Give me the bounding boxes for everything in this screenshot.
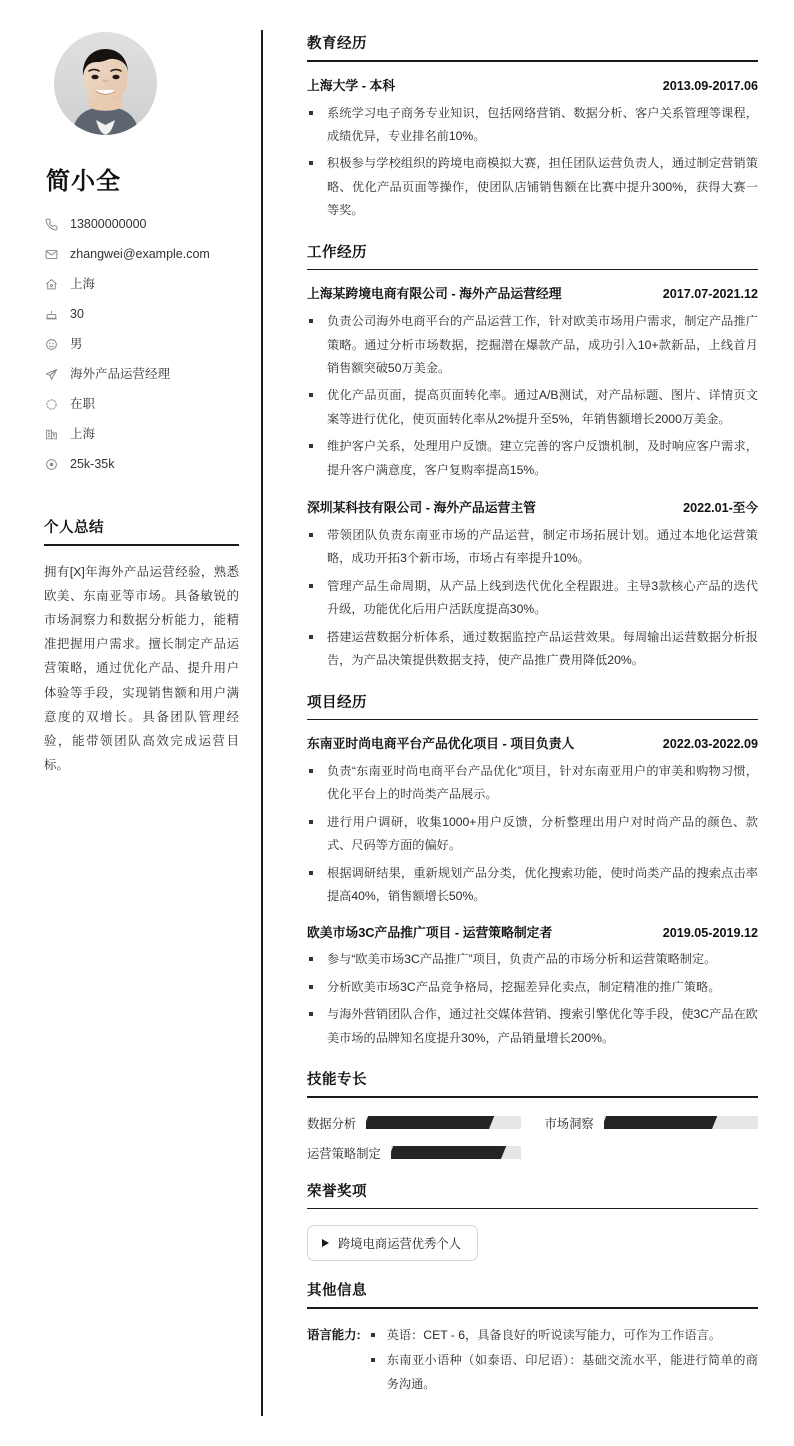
bullet-item: 东南亚小语种（如泰语、印尼语）：基础交流水平，能进行简单的商务沟通。	[369, 1349, 758, 1396]
entry-date: 2017.07-2021.12	[662, 287, 758, 302]
contact-list	[44, 212, 239, 476]
column-divider	[261, 30, 263, 1416]
contact-value-position: 海外产品运营经理	[70, 366, 171, 381]
entry-date: 2013.09-2017.06	[662, 78, 758, 93]
skill-item	[545, 1114, 759, 1132]
envelope-icon	[44, 247, 59, 262]
entry-head	[307, 285, 758, 303]
skill-bar-fill	[604, 1116, 717, 1129]
section-other-info	[307, 1279, 758, 1398]
bullet-item: 管理产品生命周期，从产品上线到迭代优化全程跟进。主导3款核心产品的迭代升级，功能优化后用户活跃度提高30%。	[307, 575, 758, 622]
person-name: 简小全	[46, 168, 121, 195]
contact-item-hometown	[44, 272, 239, 296]
entry-head	[307, 77, 758, 95]
status-icon	[44, 397, 59, 412]
entry-title: 东南亚时尚电商平台产品优化项目 - 项目负责人	[307, 736, 575, 752]
section-title-work: 工作经历	[307, 244, 367, 261]
section-title-education: 教育经历	[307, 36, 367, 52]
bullet-item: 带领团队负责东南亚市场的产品运营，制定市场拓展计划。通过本地化运营策略，成功开拓3个新市场，市场占有率提升10%。	[307, 524, 758, 571]
phone-icon	[44, 217, 59, 232]
entry-head	[307, 924, 758, 942]
gender-icon	[44, 337, 59, 352]
bullet-item: 系统学习电子商务专业知识，包括网络营销、数据分析、客户关系管理等课程，成绩优异，专业排名前10%。	[307, 102, 758, 149]
bullet-item: 分析欧美市场3C产品竞争格局，挖掘差异化卖点，制定精准的推广策略。	[307, 976, 758, 999]
contact-value-work-city: 上海	[70, 426, 96, 441]
honor-label: 跨境电商运营优秀个人	[338, 1237, 461, 1252]
entry-date: 2022.03-2022.09	[662, 737, 758, 752]
building-icon	[44, 427, 59, 442]
cake-icon	[44, 307, 59, 322]
play-triangle-icon	[322, 1239, 329, 1247]
home-icon	[44, 277, 59, 292]
section-rule-honors	[307, 1208, 758, 1210]
sidebar	[0, 0, 261, 807]
bullet-item: 优化产品页面，提高页面转化率。通过A/B测试，对产品标题、图片、详情页文案等进行优化，使页面转化率从2%提升至5%，年销售额增长2000万美金。	[307, 384, 758, 431]
skill-label: 市场洞察	[544, 1116, 594, 1131]
skill-item	[307, 1114, 521, 1132]
project-entry	[307, 924, 758, 1051]
entry-bullets	[307, 524, 758, 673]
skill-bar-track	[366, 1116, 520, 1129]
project-entry	[307, 735, 758, 908]
skill-bar-fill	[366, 1116, 495, 1129]
main-content	[261, 0, 794, 1446]
section-rule-skills	[307, 1096, 758, 1098]
section-title-projects: 项目经历	[307, 694, 367, 711]
summary-section	[44, 516, 239, 777]
education-entry	[307, 77, 758, 223]
summary-section-rule	[44, 544, 239, 546]
bullet-item: 搭建运营数据分析体系，通过数据监控产品运营效果。每周输出运营数据分析报告，为产品决策提供数据支持，使产品推广费用降低20%。	[307, 626, 758, 673]
bullet-item: 负责公司海外电商平台的产品运营工作，针对欧美市场用户需求，制定产品推广策略。通过分析市场数据，挖掘潜在爆款产品，成功引入10+款新品，上线首月销售额突破50万美金。	[307, 310, 758, 380]
bullet-item: 英语：CET - 6，具备良好的听说读写能力，可作为工作语言。	[369, 1324, 758, 1347]
entry-title: 深圳某科技有限公司 - 海外产品运营主管	[307, 500, 536, 516]
contact-item-gender	[44, 332, 239, 356]
contact-value-age: 30	[70, 306, 84, 321]
section-honors	[307, 1180, 758, 1262]
contact-item-salary	[44, 452, 239, 476]
entry-date: 2022.01-至今	[683, 501, 758, 516]
contact-item-phone	[44, 212, 239, 236]
section-title-skills: 技能专长	[307, 1072, 367, 1089]
salary-icon	[44, 457, 59, 472]
contact-value-hometown: 上海	[70, 276, 96, 291]
honor-chip[interactable]	[307, 1225, 478, 1261]
entry-head	[307, 497, 758, 517]
bullet-item: 与海外营销团队合作，通过社交媒体营销、搜索引擎优化等手段，使3C产品在欧美市场的品牌知名度提升30%，产品销量增长200%。	[307, 1003, 758, 1050]
contact-item-position	[44, 362, 239, 386]
section-title-honors: 荣誉奖项	[307, 1183, 367, 1200]
other-info-values	[369, 1324, 758, 1398]
section-projects	[307, 691, 758, 1051]
bullet-item: 参与“欧美市场3C产品推广”项目，负责产品的市场分析和运营策略制定。	[307, 948, 758, 971]
bullet-item: 积极参与学校组织的跨境电商模拟大赛，担任团队运营负责人，通过制定营销策略、优化产品页面等操作，使团队店铺销售额在比赛中提升300%，获得大赛一等奖。	[307, 152, 758, 222]
skill-item	[307, 1144, 521, 1162]
contact-item-work-city	[44, 422, 239, 446]
entry-head	[307, 735, 758, 753]
paper-plane-icon	[44, 367, 59, 382]
bullet-item: 进行用户调研，收集1000+用户反馈，分析整理出用户对时尚产品的颜色、款式、尺码等方面的偏好。	[307, 811, 758, 858]
section-rule-education	[307, 60, 758, 62]
contact-value-email: zhangwei@example.com	[70, 246, 210, 261]
skill-bar-track	[391, 1146, 521, 1159]
section-rule-projects	[307, 719, 758, 721]
entry-bullets	[307, 760, 758, 909]
contact-item-job-status	[44, 392, 239, 416]
contact-value-phone: 13800000000	[70, 216, 147, 231]
contact-value-gender: 男	[70, 336, 83, 351]
work-entry	[307, 285, 758, 482]
bullet-item: 根据调研结果，重新规划产品分类，优化搜索功能，使时尚类产品的搜索点击率提高40%，销售额增长50%。	[307, 862, 758, 909]
section-title-other-info: 其他信息	[307, 1283, 367, 1300]
section-rule-work	[307, 269, 758, 271]
section-rule-other-info	[307, 1307, 758, 1309]
entry-bullets	[307, 310, 758, 482]
other-info-row	[307, 1324, 758, 1398]
bullet-item: 维护客户关系，处理用户反馈。建立完善的客户反馈机制，及时响应客户需求，提升客户满意度，客户复购率提高15%。	[307, 435, 758, 482]
skill-label: 数据分析	[307, 1116, 357, 1131]
section-skills	[307, 1068, 758, 1162]
section-work	[307, 241, 758, 673]
summary-text: 拥有[X]年海外产品运营经验，熟悉欧美、东南亚等市场。具备敏锐的市场洞察力和数据分析能力，能精准把握用户需求。擅长制定产品运营策略，通过优化产品、提升用户体验等手段，实现销售额和用户满意度的双增长。具备团队管理经验，能带领团队高效完成运营目标。	[44, 564, 239, 773]
skill-label: 运营策略制定	[307, 1146, 381, 1161]
contact-item-age	[44, 302, 239, 326]
contact-value-salary: 25k-35k	[70, 456, 115, 471]
contact-item-email	[44, 242, 239, 266]
entry-bullets	[307, 948, 758, 1050]
skills-grid-spacer	[545, 1144, 759, 1162]
entry-title: 上海大学 - 本科	[307, 77, 396, 93]
summary-section-title: 个人总结	[44, 520, 104, 536]
other-info-key: 语言能力:	[307, 1327, 361, 1342]
entry-bullets	[307, 102, 758, 223]
entry-date: 2019.05-2019.12	[662, 925, 758, 940]
contact-value-job-status: 在职	[70, 396, 96, 411]
skill-bar-track	[604, 1116, 758, 1129]
work-entry	[307, 497, 758, 672]
avatar	[54, 32, 157, 135]
skill-bar-fill	[391, 1146, 506, 1159]
section-education	[307, 32, 758, 223]
bullet-item: 负责“东南亚时尚电商平台产品优化”项目，针对东南亚用户的审美和购物习惯，优化平台上的时尚类产品展示。	[307, 760, 758, 807]
skills-grid	[307, 1114, 758, 1162]
honor-list	[307, 1225, 758, 1261]
entry-title: 欧美市场3C产品推广项目 - 运营策略制定者	[307, 924, 553, 940]
entry-title: 上海某跨境电商有限公司 - 海外产品运营经理	[307, 286, 562, 302]
